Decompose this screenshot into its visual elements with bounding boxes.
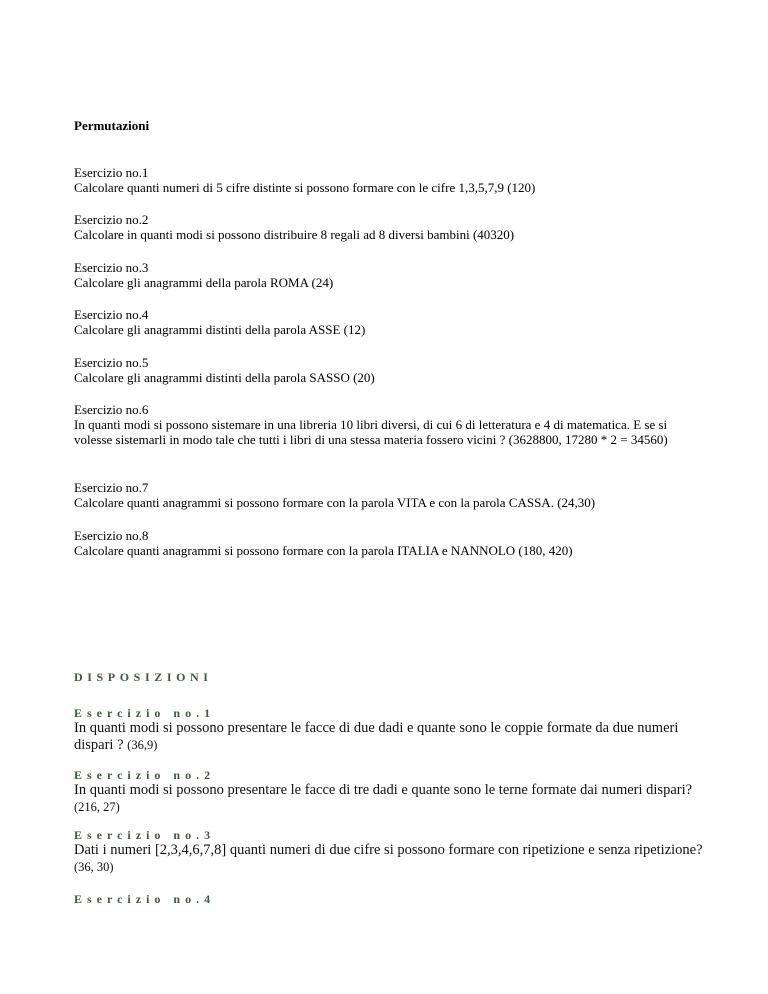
exercise-text bbox=[74, 782, 714, 816]
exercise-block bbox=[74, 165, 704, 195]
exercise-question: In quanti modi si possono presentare le facce di tre dadi e quante sono le terne formate dai numeri dispari? bbox=[74, 782, 693, 798]
exercise-text: Calcolare quanti numeri di 5 cifre distinte si possono formare con le cifre 1,3,5,7,9 (120) bbox=[74, 180, 536, 195]
exercise-label: Esercizio no.4 bbox=[74, 307, 149, 322]
exercise-answer: (36, 30) bbox=[74, 860, 114, 874]
exercise-label: Esercizio no.1 bbox=[74, 165, 149, 180]
exercise-block bbox=[74, 307, 704, 337]
exercise-label: Esercizio no.7 bbox=[74, 480, 149, 495]
exercise-question: In quanti modi si possono presentare le facce di due dadi e quante sono le coppie formate da due numeri dispari ? bbox=[74, 720, 679, 753]
exercise-answer: (36,9) bbox=[127, 738, 158, 752]
exercise-question: Dati i numeri [2,3,4,6,7,8] quanti numeri di due cifre si possono formare con ripetizione e senza ripetizione? bbox=[74, 842, 703, 858]
exercise-label: Esercizio no.2 bbox=[74, 768, 216, 782]
exercise-block bbox=[74, 528, 704, 558]
exercise-text: Calcolare in quanti modi si possono distribuire 8 regali ad 8 diversi bambini (40320) bbox=[74, 227, 515, 242]
exercise-text: Calcolare gli anagrammi distinti della parola SASSO (20) bbox=[74, 370, 375, 385]
exercise-block bbox=[74, 260, 704, 290]
exercise-label: Esercizio no.3 bbox=[74, 260, 149, 275]
exercise-text: Calcolare quanti anagrammi si possono formare con la parola VITA e con la parola CASSA. (24,30) bbox=[74, 495, 596, 510]
exercise-label: Esercizio no.5 bbox=[74, 355, 149, 370]
exercise-text: Calcolare quanti anagrammi si possono formare con la parola ITALIA e NANNOLO (180, 420) bbox=[74, 543, 573, 558]
exercise-label: Esercizio no.3 bbox=[74, 828, 216, 842]
exercise-answer: (216, 27) bbox=[74, 800, 120, 814]
exercise-text bbox=[74, 720, 714, 754]
exercise-label: Esercizio no.8 bbox=[74, 528, 149, 543]
exercise-block bbox=[74, 480, 704, 510]
exercise-label: Esercizio no.6 bbox=[74, 402, 149, 417]
exercise-block bbox=[74, 706, 714, 754]
section-title-disposizioni: DISPOSIZIONI bbox=[74, 670, 213, 684]
exercise-block bbox=[74, 402, 704, 447]
exercise-block bbox=[74, 828, 714, 876]
exercise-block bbox=[74, 355, 704, 385]
exercise-block bbox=[74, 768, 714, 816]
exercise-text bbox=[74, 842, 714, 876]
exercise-text: Calcolare gli anagrammi della parola ROMA (24) bbox=[74, 275, 334, 290]
exercise-label: Esercizio no.1 bbox=[74, 706, 216, 720]
exercise-block bbox=[74, 212, 704, 242]
exercise-text: Calcolare gli anagrammi distinti della parola ASSE (12) bbox=[74, 322, 366, 337]
exercise-label: Esercizio no.2 bbox=[74, 212, 149, 227]
exercise-block bbox=[74, 892, 714, 906]
section-title-permutazioni: Permutazioni bbox=[74, 118, 150, 133]
exercise-text: In quanti modi si possono sistemare in una libreria 10 libri diversi, di cui 6 di letteratura e 4 di matematica. E se si volesse sistemarli in modo tale che tutti i libri di una stessa materia fossero vicini ? (3628800, 17280 * 2 = 34560) bbox=[74, 417, 668, 447]
exercise-label: Esercizio no.4 bbox=[74, 892, 216, 906]
